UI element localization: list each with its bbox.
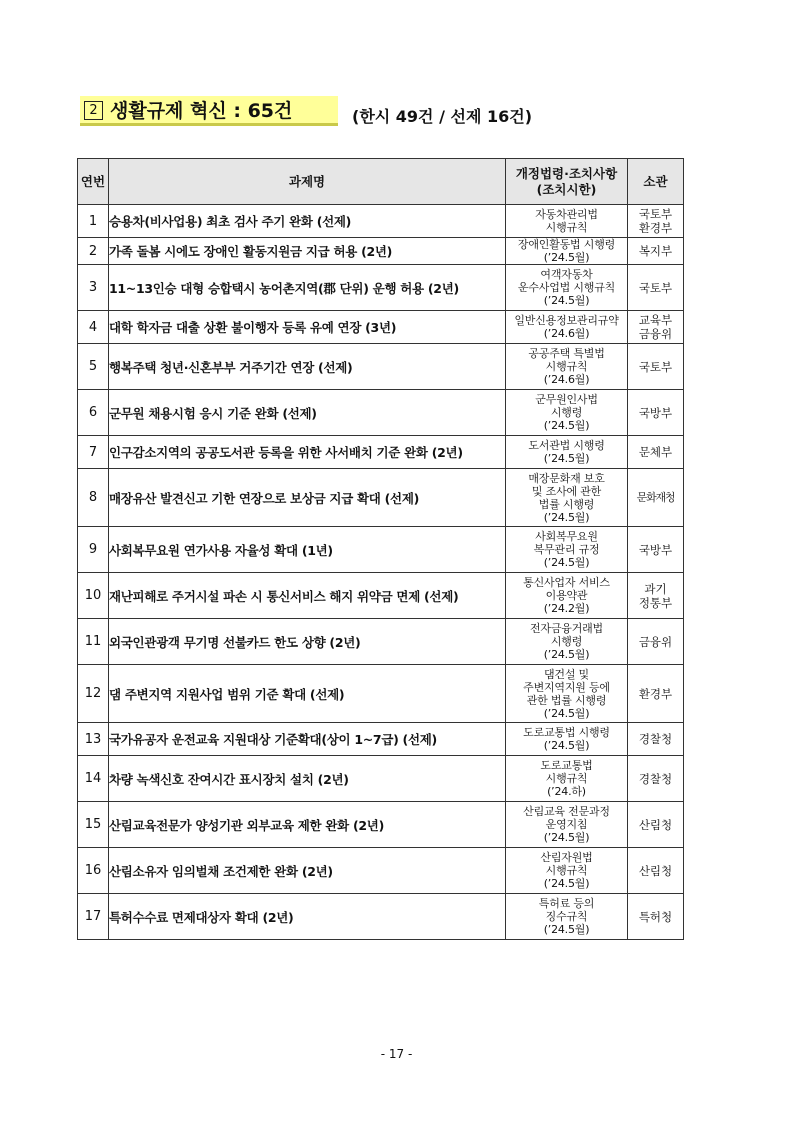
row-number: 8 xyxy=(78,469,109,527)
table-row xyxy=(78,802,684,848)
row-title: 인구감소지역의 공공도서관 등록을 위한 사서배치 기준 완화 (2년) xyxy=(109,436,506,469)
header-no: 연번 xyxy=(78,159,109,205)
table-row xyxy=(78,205,684,238)
row-law: 통신사업자 서비스 이용약관 (’24.2월) xyxy=(506,573,628,619)
row-title: 산림소유자 임의벌채 조건제한 완화 (2년) xyxy=(109,848,506,894)
table-row xyxy=(78,436,684,469)
table-row xyxy=(78,390,684,436)
row-dept: 경찰청 xyxy=(628,723,684,756)
row-title: 승용차(비사업용) 최초 검사 주기 완화 (선제) xyxy=(109,205,506,238)
row-law: 장애인활동법 시행령 (’24.5월) xyxy=(506,238,628,265)
row-number: 10 xyxy=(78,573,109,619)
table-row xyxy=(78,894,684,940)
row-law: 댐건설 및 주변지역지원 등에 관한 법률 시행령 (’24.5월) xyxy=(506,665,628,723)
row-dept: 문화재청 xyxy=(628,469,684,527)
row-title: 대학 학자금 대출 상환 불이행자 등록 유예 연장 (3년) xyxy=(109,311,506,344)
row-dept: 환경부 xyxy=(628,665,684,723)
row-title: 11~13인승 대형 승합택시 농어촌지역(郡 단위) 운행 허용 (2년) xyxy=(109,265,506,311)
header-law: 개정법령·조치사항 (조치시한) xyxy=(506,159,628,205)
table-header-row xyxy=(78,159,684,205)
row-number: 11 xyxy=(78,619,109,665)
row-number: 9 xyxy=(78,527,109,573)
row-dept: 국방부 xyxy=(628,527,684,573)
row-title: 가족 돌봄 시에도 장애인 활동지원금 지급 허용 (2년) xyxy=(109,238,506,265)
row-number: 13 xyxy=(78,723,109,756)
table-row xyxy=(78,848,684,894)
row-dept: 산림청 xyxy=(628,848,684,894)
row-law: 전자금융거래법 시행령 (’24.5월) xyxy=(506,619,628,665)
row-law: 도서관법 시행령 (’24.5월) xyxy=(506,436,628,469)
table-row xyxy=(78,344,684,390)
table-row xyxy=(78,756,684,802)
table-row xyxy=(78,573,684,619)
row-dept: 국토부 xyxy=(628,265,684,311)
table-row xyxy=(78,311,684,344)
row-dept: 국토부 환경부 xyxy=(628,205,684,238)
row-number: 16 xyxy=(78,848,109,894)
row-dept: 국토부 xyxy=(628,344,684,390)
row-dept: 과기 정통부 xyxy=(628,573,684,619)
row-title: 외국인관광객 무기명 선불카드 한도 상향 (2년) xyxy=(109,619,506,665)
section-subtitle: (한시 49건 / 선제 16건) xyxy=(352,107,533,126)
table-row xyxy=(78,469,684,527)
row-number: 2 xyxy=(78,238,109,265)
row-dept: 교육부 금융위 xyxy=(628,311,684,344)
row-number: 7 xyxy=(78,436,109,469)
row-law: 도로교통법 시행령 (’24.5월) xyxy=(506,723,628,756)
row-title: 매장유산 발견신고 기한 연장으로 보상금 지급 확대 (선제) xyxy=(109,469,506,527)
header-dept: 소관 xyxy=(628,159,684,205)
row-law: 도로교통법 시행규칙 (’24.하) xyxy=(506,756,628,802)
row-dept: 산림청 xyxy=(628,802,684,848)
section-title: 생활규제 혁신 : 65건 xyxy=(110,100,293,122)
row-dept: 금융위 xyxy=(628,619,684,665)
row-number: 5 xyxy=(78,344,109,390)
table-row xyxy=(78,619,684,665)
row-title: 재난피해로 주거시설 파손 시 통신서비스 해지 위약금 면제 (선제) xyxy=(109,573,506,619)
row-title: 산림교육전문가 양성기관 외부교육 제한 완화 (2년) xyxy=(109,802,506,848)
regulation-table xyxy=(77,158,684,940)
row-dept: 특허청 xyxy=(628,894,684,940)
row-title: 사회복무요원 연가사용 자율성 확대 (1년) xyxy=(109,527,506,573)
row-law: 특허료 등의 징수규칙 (’24.5월) xyxy=(506,894,628,940)
row-number: 1 xyxy=(78,205,109,238)
table-row xyxy=(78,723,684,756)
row-dept: 경찰청 xyxy=(628,756,684,802)
row-law: 산림교육 전문과정 운영지침 (’24.5월) xyxy=(506,802,628,848)
table-row xyxy=(78,665,684,723)
row-law: 군무원인사법 시행령 (’24.5월) xyxy=(506,390,628,436)
row-title: 차량 녹색신호 잔여시간 표시장치 설치 (2년) xyxy=(109,756,506,802)
row-law: 자동차관리법 시행규칙 xyxy=(506,205,628,238)
row-number: 15 xyxy=(78,802,109,848)
row-number: 3 xyxy=(78,265,109,311)
row-law: 일반신용정보관리규약 (’24.6월) xyxy=(506,311,628,344)
table-row xyxy=(78,265,684,311)
row-dept: 복지부 xyxy=(628,238,684,265)
row-number: 12 xyxy=(78,665,109,723)
row-number: 17 xyxy=(78,894,109,940)
row-law: 여객자동차 운수사업법 시행규칙 (’24.5월) xyxy=(506,265,628,311)
row-law: 산림자원법 시행규칙 (’24.5월) xyxy=(506,848,628,894)
row-law: 사회복무요원 복무관리 규정 (’24.5월) xyxy=(506,527,628,573)
row-number: 4 xyxy=(78,311,109,344)
row-law: 매장문화재 보호 및 조사에 관한 법률 시행령 (’24.5월) xyxy=(506,469,628,527)
row-dept: 문체부 xyxy=(628,436,684,469)
row-dept: 국방부 xyxy=(628,390,684,436)
row-number: 6 xyxy=(78,390,109,436)
table-row xyxy=(78,238,684,265)
row-law: 공공주택 특별법 시행규칙 (’24.6월) xyxy=(506,344,628,390)
row-title: 군무원 채용시험 응시 기준 완화 (선제) xyxy=(109,390,506,436)
row-number: 14 xyxy=(78,756,109,802)
section-number: 2 xyxy=(84,101,103,120)
row-title: 행복주택 청년·신혼부부 거주기간 연장 (선제) xyxy=(109,344,506,390)
section-title-box xyxy=(80,96,338,126)
row-title: 특허수수료 면제대상자 확대 (2년) xyxy=(109,894,506,940)
row-title: 국가유공자 운전교육 지원대상 기준확대(상이 1~7급) (선제) xyxy=(109,723,506,756)
table-row xyxy=(78,527,684,573)
row-title: 댐 주변지역 지원사업 범위 기준 확대 (선제) xyxy=(109,665,506,723)
header-title: 과제명 xyxy=(109,159,506,205)
page-number: - 17 - xyxy=(380,1047,413,1061)
